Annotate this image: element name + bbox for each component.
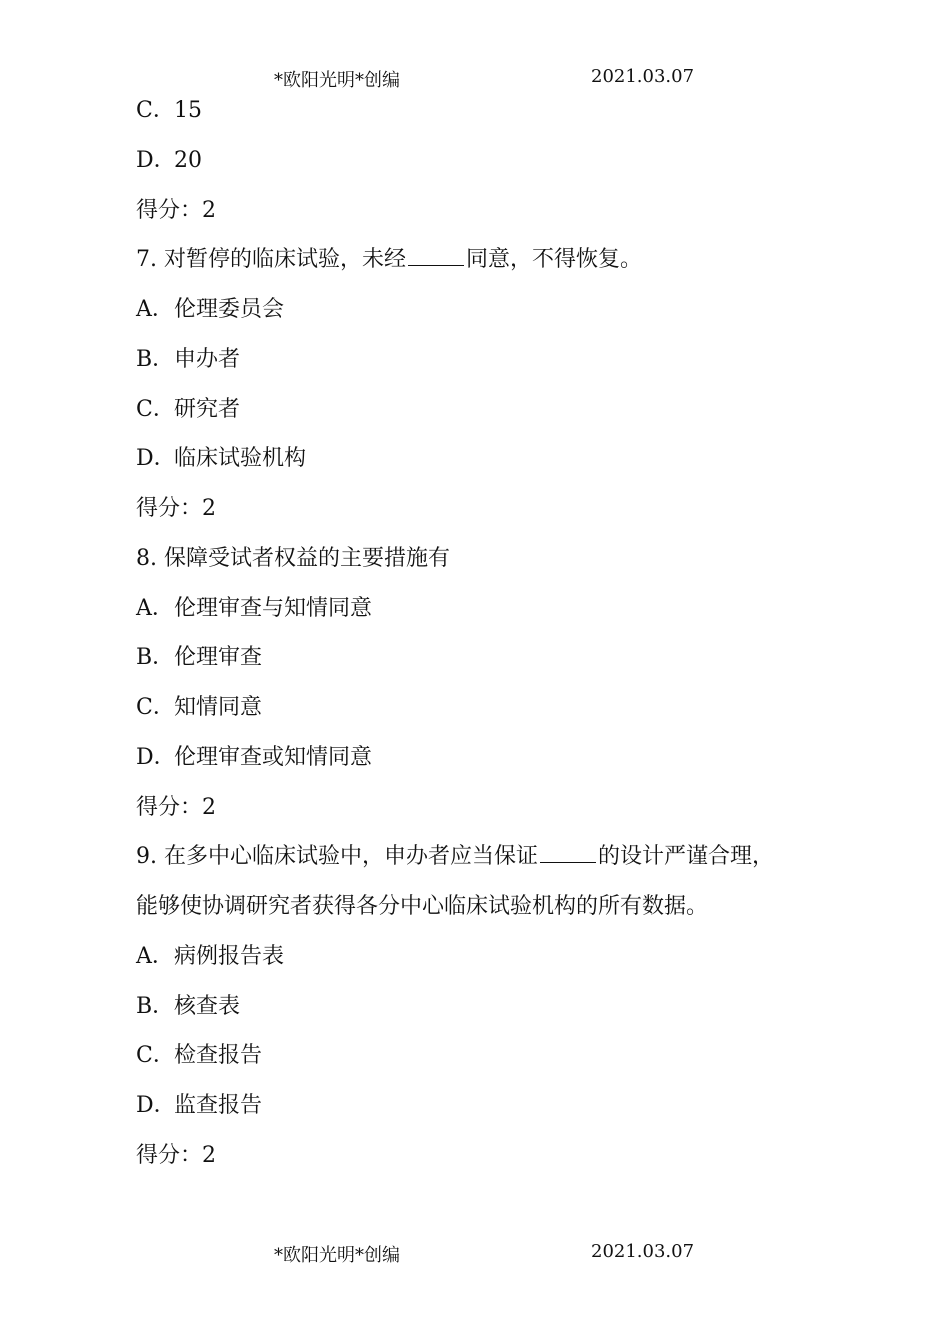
q8-option-b: [136, 641, 836, 691]
document-body: [136, 94, 836, 1189]
q9-option-b: [136, 990, 836, 1040]
q6-option-d: [136, 144, 836, 194]
option-text: 临床试验机构: [174, 446, 307, 472]
option-text: 检查报告: [174, 1043, 263, 1069]
q9-stem-after: 的设计严谨合理，: [598, 844, 775, 870]
q6-score: 得分：2: [136, 197, 216, 223]
option-letter: A．: [136, 943, 174, 969]
q8-stem: 8. 保障受试者权益的主要措施有: [136, 545, 450, 571]
q9-option-a: [136, 940, 836, 990]
option-text: 15: [174, 98, 202, 123]
q8-option-a: [136, 592, 836, 642]
q9-score: 得分：2: [136, 1142, 216, 1168]
q8-option-d: [136, 741, 836, 791]
option-letter: D．: [136, 1093, 176, 1118]
footer-author: *欧阳光明*创编: [274, 1245, 400, 1266]
option-text: 知情同意: [174, 695, 263, 720]
page-footer: [0, 1241, 950, 1265]
option-text: 伦理审查: [174, 645, 263, 671]
q7-stem-after: 同意，不得恢复。: [465, 247, 642, 273]
option-text: 监查报告: [174, 1093, 263, 1118]
answer-blank: [408, 245, 464, 266]
q9-option-c: [136, 1039, 836, 1089]
option-letter: C．: [136, 695, 175, 720]
option-letter: C．: [136, 1043, 175, 1069]
option-text: 核查表: [174, 993, 241, 1019]
q7-score: 得分：2: [136, 496, 216, 521]
q8-score: 得分：2: [136, 794, 216, 820]
option-letter: C．: [136, 396, 175, 422]
option-letter: C．: [136, 98, 175, 123]
q7-stem: [136, 243, 836, 293]
header-date: 2021.03.07: [591, 66, 695, 87]
q7-option-a: [136, 293, 836, 343]
option-letter: D．: [136, 446, 176, 472]
option-letter: D．: [136, 744, 176, 770]
q9-stem-continued: 能够使协调研究者获得各分中心临床试验机构的所有数据。: [136, 894, 709, 919]
option-letter: B．: [136, 993, 175, 1019]
option-text: 病例报告表: [174, 943, 285, 969]
footer-date: 2021.03.07: [591, 1241, 695, 1262]
option-letter: A．: [136, 297, 174, 322]
option-text: 20: [174, 147, 202, 173]
option-letter: B．: [136, 645, 175, 671]
q9-stem: [136, 840, 836, 890]
option-text: 伦理审查与知情同意: [174, 595, 373, 621]
q9-option-d: [136, 1089, 836, 1139]
option-text: 伦理委员会: [174, 297, 285, 322]
option-letter: A．: [136, 595, 174, 621]
q7-option-d: [136, 442, 836, 492]
q8-option-c: [136, 691, 836, 741]
option-text: 申办者: [174, 346, 241, 372]
q7-option-b: [136, 343, 836, 393]
option-text: 伦理审查或知情同意: [174, 744, 373, 770]
option-letter: B．: [136, 346, 175, 372]
answer-blank: [540, 842, 596, 863]
option-letter: D．: [136, 147, 176, 173]
q6-option-c: [136, 94, 836, 144]
page-header: [0, 66, 950, 90]
option-text: 研究者: [174, 396, 241, 422]
header-author: *欧阳光明*创编: [274, 70, 400, 91]
q7-option-c: [136, 393, 836, 443]
q7-stem-before: 7. 对暂停的临床试验，未经: [136, 247, 406, 273]
q9-stem-before: 9. 在多中心临床试验中，申办者应当保证: [136, 844, 538, 870]
